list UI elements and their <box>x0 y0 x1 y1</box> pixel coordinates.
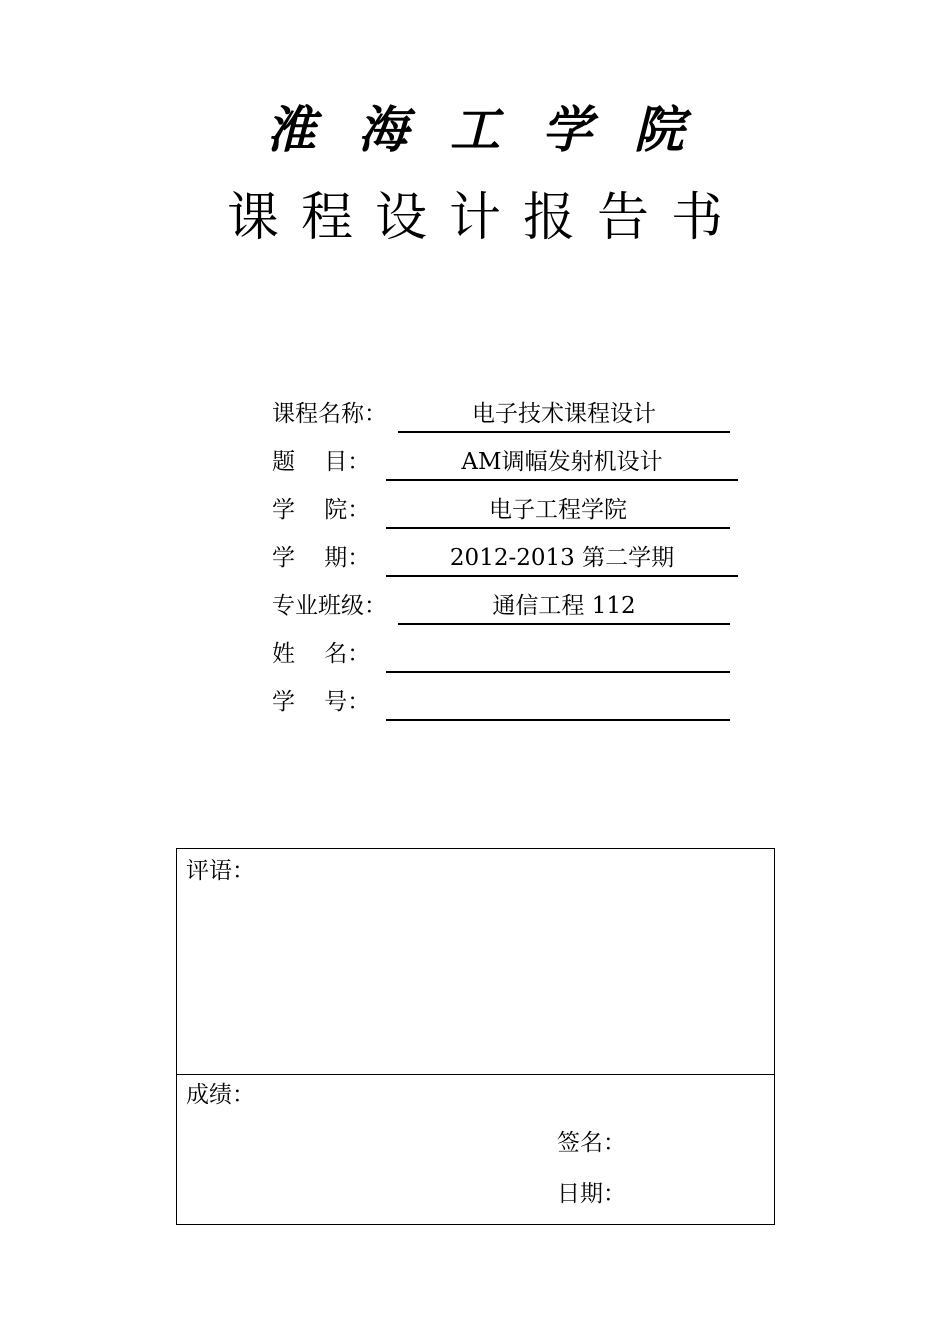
topic-label: 题 目： <box>272 449 371 475</box>
info-row-class <box>272 587 742 627</box>
info-row-topic <box>272 443 742 483</box>
document-title: 课程设计报告书 <box>226 188 745 248</box>
class-value: 通信工程 112 <box>398 591 730 625</box>
evaluation-divider <box>177 1074 774 1075</box>
course-label: 课程名称： <box>272 401 387 427</box>
name-value <box>386 639 730 673</box>
evaluation-box <box>176 848 775 1225</box>
info-row-course <box>272 395 742 435</box>
info-row-semester <box>272 539 742 579</box>
topic-value: AM调幅发射机设计 <box>386 447 738 481</box>
student-id-label: 学 号： <box>272 689 371 715</box>
class-label: 专业班级： <box>272 593 387 619</box>
name-label: 姓 名： <box>272 641 371 667</box>
student-id-value <box>386 687 730 721</box>
college-value: 电子工程学院 <box>386 495 730 529</box>
comment-label: 评语： <box>186 858 255 884</box>
semester-label: 学 期： <box>272 545 371 571</box>
school-name: 淮海工学院 <box>266 100 726 159</box>
signature-label: 签名： <box>557 1130 626 1156</box>
course-value: 电子技术课程设计 <box>398 399 730 433</box>
college-label: 学 院： <box>272 497 371 523</box>
date-label: 日期： <box>557 1181 626 1207</box>
semester-value: 2012-2013 第二学期 <box>386 543 738 577</box>
info-row-college <box>272 491 742 531</box>
info-row-student-id <box>272 683 742 723</box>
info-row-name <box>272 635 742 675</box>
grade-label: 成绩： <box>186 1082 255 1108</box>
